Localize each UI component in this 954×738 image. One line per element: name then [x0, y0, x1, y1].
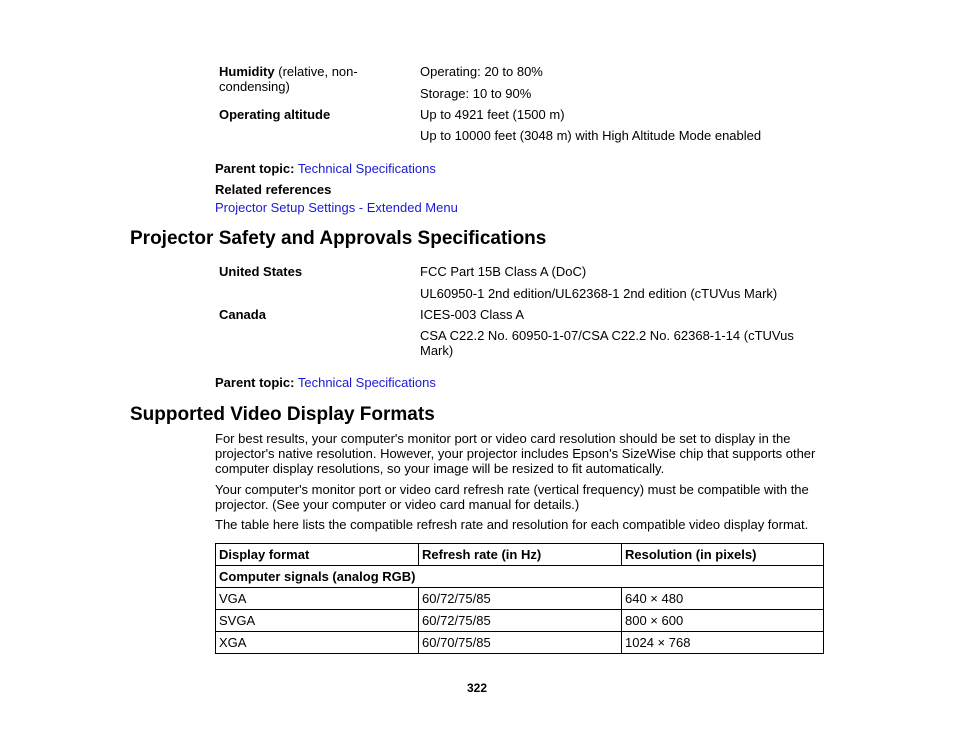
altitude-label: Operating altitude — [219, 107, 331, 122]
canada-value-1: ICES-003 Class A — [420, 307, 525, 322]
video-formats-table — [215, 543, 824, 654]
table-header-row — [216, 544, 824, 566]
canada-value-2: CSA C22.2 No. 60950-1-07/CSA C22.2 No. 62368-1-14 (cTUVus Mark) — [420, 328, 794, 358]
table-row — [216, 632, 824, 654]
parent-topic-label: Parent topic: — [215, 375, 295, 390]
parent-topic-1 — [215, 161, 436, 176]
altitude-value-1: Up to 4921 feet (1500 m) — [420, 107, 565, 122]
cell-format: VGA — [216, 588, 419, 610]
parent-topic-label: Parent topic: — [215, 161, 295, 176]
cell-resolution: 800 × 600 — [622, 610, 824, 632]
cell-format: XGA — [216, 632, 419, 654]
parent-topic-2 — [215, 375, 436, 390]
table-row — [216, 588, 824, 610]
safety-heading: Projector Safety and Approvals Specifications — [130, 228, 547, 249]
cell-refresh: 60/70/75/85 — [419, 632, 622, 654]
humidity-operating: Operating: 20 to 80% — [420, 64, 543, 79]
cell-format: SVGA — [216, 610, 419, 632]
video-heading: Supported Video Display Formats — [130, 404, 435, 425]
video-paragraph-2: Your computer's monitor port or video card refresh rate (vertical frequency) must be compatible with the projector. (See your computer or video card manual for details.) — [215, 482, 809, 512]
header-resolution: Resolution (in pixels) — [622, 544, 824, 566]
video-paragraph-1: For best results, your computer's monitor port or video card resolution should be set to display in the projector's native resolution. However, your projector includes Epson's SizeWise chip that supports other computer display resolutions, so your image will be resized to fit automatically. — [215, 431, 816, 476]
projector-setup-settings-link[interactable]: Projector Setup Settings - Extended Menu — [215, 200, 458, 215]
group-label: Computer signals (analog RGB) — [216, 566, 824, 588]
table-row — [216, 610, 824, 632]
us-value-2: UL60950-1 2nd edition/UL62368-1 2nd edition (cTUVus Mark) — [420, 286, 778, 301]
page-number: 322 — [466, 681, 488, 695]
table-group-row — [216, 566, 824, 588]
humidity-label-cell — [219, 64, 389, 94]
cell-resolution: 640 × 480 — [622, 588, 824, 610]
canada-label: Canada — [219, 307, 266, 322]
humidity-label: Humidity — [219, 64, 275, 79]
us-label: United States — [219, 264, 303, 279]
technical-specifications-link[interactable]: Technical Specifications — [297, 161, 436, 176]
cell-resolution: 1024 × 768 — [622, 632, 824, 654]
video-paragraph-3: The table here lists the compatible refresh rate and resolution for each compatible video display format. — [215, 517, 809, 532]
cell-refresh: 60/72/75/85 — [419, 610, 622, 632]
humidity-storage: Storage: 10 to 90% — [420, 86, 532, 101]
us-value-1: FCC Part 15B Class A (DoC) — [420, 264, 587, 279]
related-references-label: Related references — [215, 182, 332, 197]
cell-refresh: 60/72/75/85 — [419, 588, 622, 610]
technical-specifications-link[interactable]: Technical Specifications — [297, 375, 436, 390]
humidity-note: (relative, non-condensing) — [219, 64, 358, 94]
header-refresh-rate: Refresh rate (in Hz) — [419, 544, 622, 566]
altitude-value-2: Up to 10000 feet (3048 m) with High Altitude Mode enabled — [420, 128, 762, 143]
header-display-format: Display format — [216, 544, 419, 566]
